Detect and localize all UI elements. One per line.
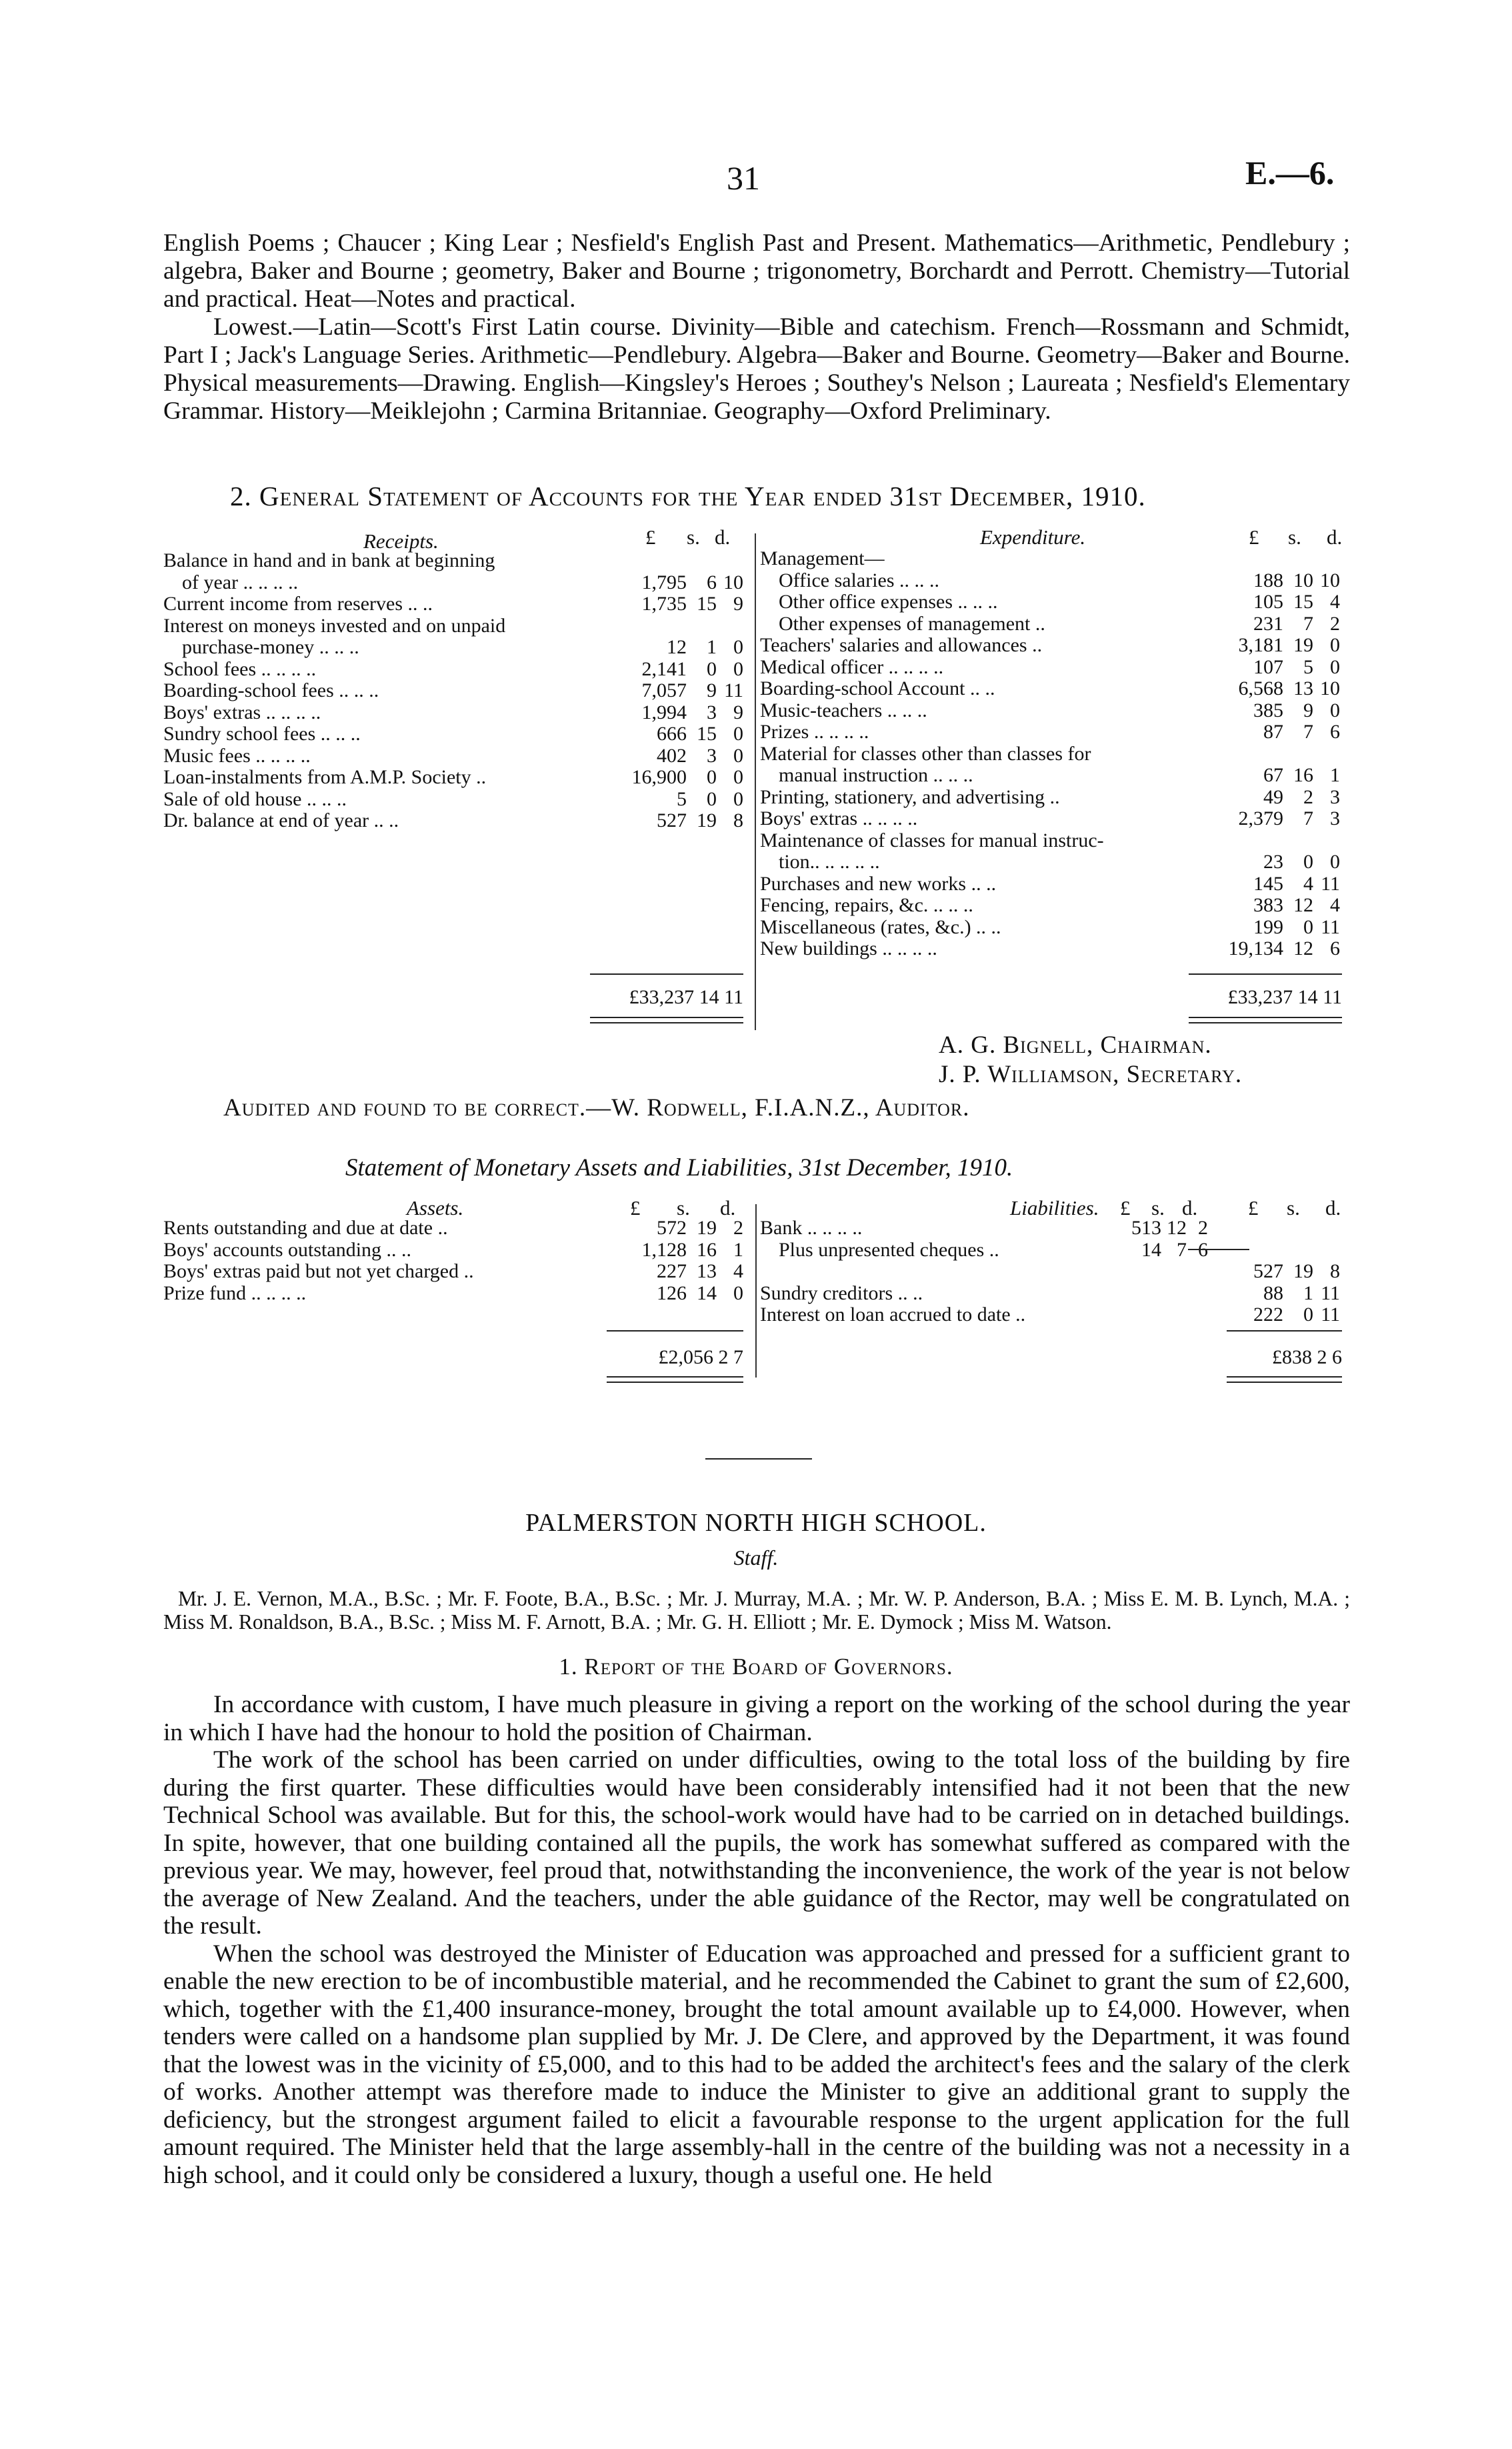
receipt-pounds: 402 [657,744,687,767]
expenditure-pounds: 188 [1253,569,1283,591]
receipt-row [163,550,743,572]
signatures [939,1031,1242,1089]
receipt-label: Boarding-school fees .. .. .. [163,679,379,701]
receipt-pounds: 1,735 [641,593,687,615]
expenditure-pounds: 3,181 [1238,634,1283,656]
liability-sub-shillings: 7 [1177,1238,1187,1261]
receipt-label: Sundry school fees .. .. .. [163,723,361,745]
expenditure-col-shillings: s. [1288,525,1301,549]
liabilities-total-double-rule-1 [1227,1376,1342,1378]
asset-row [163,1283,743,1305]
expenditure-row [760,873,1340,895]
assets-total-double-rule-1 [607,1376,743,1378]
receipt-pence: 0 [733,766,743,788]
expenditure-total-rule [1189,973,1342,975]
expenditure-pence: 11 [1321,915,1340,938]
assets-total: £2,056 2 7 [658,1346,743,1368]
receipts-header: Receipts. [363,529,439,553]
liability-row [760,1304,1340,1326]
assets-total-rule [607,1330,743,1332]
receipt-row [163,659,743,681]
receipt-pence: 10 [723,571,743,593]
receipt-shillings: 3 [707,701,717,723]
liability-label: Bank .. .. .. .. [760,1217,863,1239]
statement-title: Statement of Monetary Assets and Liabilities, 31st December, 1910. [345,1154,1013,1181]
expenditure-label: Management— [760,547,885,569]
expenditure-pounds: 67 [1263,764,1283,786]
receipts-total-double-rule-2 [590,1022,743,1023]
receipt-row [163,767,743,789]
assets-total-double-rule-2 [607,1382,743,1383]
receipts-total: £33,237 14 11 [629,986,743,1008]
receipts-total-rule [590,973,743,975]
liabilities-table [760,1217,1340,1326]
report-text [163,1691,1350,2189]
receipt-pounds: 1,795 [641,571,687,593]
receipt-row [163,593,743,615]
expenditure-pence: 0 [1330,699,1340,721]
expenditure-pence: 3 [1330,785,1340,808]
expenditure-pounds: 199 [1253,915,1283,938]
expenditure-label: Miscellaneous (rates, &c.) .. .. [760,915,1001,938]
asset-pounds: 1,128 [641,1238,687,1261]
receipt-label: Balance in hand and in bank at beginning [163,549,495,571]
asset-pence: 1 [733,1238,743,1261]
receipt-pounds: 2,141 [641,657,687,680]
liabilities-col-pounds-1: £ [1120,1196,1131,1219]
liability-shillings: 1 [1303,1282,1313,1304]
expenditure-pence: 4 [1330,591,1340,613]
staff-heading: Staff. [733,1546,779,1570]
expenditure-row [760,613,1340,635]
expenditure-shillings: 12 [1293,937,1313,959]
expenditure-total-double-rule-2 [1189,1022,1342,1023]
expenditure-shillings: 12 [1293,894,1313,916]
auditor-note: Audited and found to be correct.—W. Rodwell, F.I.A.N.Z., Auditor. [223,1094,970,1121]
intro-text [163,229,1350,425]
expenditure-shillings: 7 [1303,612,1313,635]
expenditure-pence: 4 [1330,894,1340,916]
receipt-shillings: 1 [707,636,717,658]
receipt-pounds: 1,994 [641,701,687,723]
receipt-pence: 9 [733,593,743,615]
expenditure-row [760,808,1340,830]
expenditure-shillings: 15 [1293,591,1313,613]
receipt-pence: 0 [733,787,743,810]
receipt-pounds: 5 [677,787,687,810]
liabilities-total-double-rule-2 [1227,1382,1342,1383]
asset-label: Boys' accounts outstanding .. .. [163,1238,412,1261]
expenditure-label: Other office expenses .. .. .. [779,591,998,613]
liability-sub-pounds: 513 [1131,1217,1161,1239]
expenditure-pounds: 87 [1263,721,1283,743]
liabilities-col-pence-2: d. [1325,1196,1341,1219]
expenditure-row [760,570,1340,592]
expenditure-label: Material for classes other than classes for [760,742,1091,765]
receipt-shillings: 3 [707,744,717,767]
expenditure-label: Teachers' salaries and allowances .. [760,634,1043,656]
receipt-shillings: 0 [707,787,717,810]
expenditure-pence: 10 [1320,677,1340,699]
expenditure-label: Boarding-school Account .. .. [760,677,995,699]
receipt-pounds: 7,057 [641,679,687,701]
expenditure-row [760,548,1340,570]
expenditure-table [760,548,1340,960]
liabilities-col-pence-1: d. [1182,1196,1198,1219]
signature-secretary: J. P. Williamson, Secretary. [939,1061,1243,1088]
expenditure-pounds: 19,134 [1228,937,1283,959]
expenditure-row [760,830,1340,852]
expenditure-row [760,700,1340,722]
expenditure-row [760,938,1340,960]
report-paragraph-2: The work of the school has been carried on under difficulties, owing to the total loss of the building by fire during the first quarter. These difficulties would have been considerably intensified had it not been that the new Technical School was available. But for this, the school-work would have had to be carried on in detached buildings. In spite, however, that one building contained all the pupils, the work has somewhat suffered as compared with the previous year. We may, however, feel proud that, notwithstanding the inconvenience, the work of the year is not below the average of New Zealand. And the teachers, under the able guidance of the Rector, may well be congratulated on the result. [163,1746,1350,1940]
receipt-pounds: 16,900 [631,766,687,788]
expenditure-row [760,635,1340,657]
expenditure-label: Printing, stationery, and advertising .. [760,785,1060,808]
expenditure-label: Fencing, repairs, &c. .. .. .. [760,894,973,916]
accounts-divider [755,533,756,1030]
receipt-row [163,789,743,811]
asset-shillings: 14 [697,1282,717,1304]
expenditure-label: Music-teachers .. .. .. [760,699,927,721]
receipt-shillings: 6 [707,571,717,593]
receipts-col-pence: d. [715,525,731,549]
receipts-col-pounds: £ [645,525,656,549]
receipt-shillings: 15 [697,593,717,615]
liability-pounds: 222 [1253,1304,1283,1326]
receipt-pounds: 527 [657,809,687,831]
receipt-label: Current income from reserves .. .. [163,593,433,615]
receipt-label: Dr. balance at end of year .. .. [163,809,399,831]
expenditure-pounds: 49 [1263,785,1283,808]
expenditure-label: tion.. .. .. .. .. [779,851,880,873]
receipt-shillings: 0 [707,766,717,788]
expenditure-pence: 0 [1330,634,1340,656]
receipt-pence: 0 [733,744,743,767]
expenditure-pounds: 2,379 [1238,807,1283,829]
receipt-label: of year .. .. .. .. [182,571,299,593]
expenditure-label: Other expenses of management .. [779,612,1045,635]
expenditure-row [760,678,1340,700]
receipt-row [163,572,743,594]
expenditure-pence: 3 [1330,807,1340,829]
liability-label: Sundry creditors .. .. [760,1282,923,1304]
expenditure-shillings: 0 [1303,851,1313,873]
receipt-label: Boys' extras .. .. .. .. [163,701,321,723]
receipt-pence: 11 [724,679,743,701]
liabilities-col-shillings-2: s. [1287,1196,1300,1219]
liability-label: Interest on loan accrued to date .. [760,1304,1026,1326]
asset-label: Rents outstanding and due at date .. [163,1217,448,1239]
receipt-label: Sale of old house .. .. .. [163,787,347,810]
expenditure-pounds: 107 [1253,655,1283,678]
expenditure-shillings: 2 [1303,785,1313,808]
liability-row [760,1283,1340,1305]
expenditure-shillings: 10 [1293,569,1313,591]
assets-header: Assets. [407,1196,464,1219]
expenditure-row [760,657,1340,679]
statement-divider [755,1204,757,1378]
receipt-row [163,723,743,745]
receipt-shillings: 9 [707,679,717,701]
expenditure-pence: 11 [1321,872,1340,895]
asset-label: Boys' extras paid but not yet charged .. [163,1260,474,1282]
expenditure-pounds: 385 [1253,699,1283,721]
asset-shillings: 19 [697,1217,717,1239]
receipt-shillings: 15 [697,723,717,745]
expenditure-row [760,895,1340,917]
asset-label: Prize fund .. .. .. .. [163,1282,307,1304]
receipt-pence: 0 [733,657,743,680]
expenditure-pence: 1 [1330,764,1340,786]
receipts-table [163,550,743,832]
expenditure-shillings: 9 [1303,699,1313,721]
liability-pence: 8 [1330,1260,1340,1282]
expenditure-label: Boys' extras .. .. .. .. [760,807,918,829]
expenditure-shillings: 5 [1303,655,1313,678]
receipt-pounds: 666 [657,723,687,745]
liability-sub-pence: 2 [1198,1217,1208,1239]
expenditure-pence: 0 [1330,851,1340,873]
liability-row [760,1240,1340,1262]
expenditure-label: New buildings .. .. .. .. [760,937,937,959]
expenditure-shillings: 4 [1303,872,1313,895]
liability-pence: 11 [1321,1304,1340,1326]
school-title: PALMERSTON NORTH HIGH SCHOOL. [525,1509,987,1537]
receipts-col-shillings: s. [687,525,700,549]
report-paragraph-1: In accordance with custom, I have much pleasure in giving a report on the working of the school during the year in which I have had the honour to hold the position of Chairman. [163,1691,1350,1746]
liability-sub-shillings: 12 [1167,1217,1187,1239]
expenditure-col-pounds: £ [1249,525,1259,549]
staff-list: Mr. J. E. Vernon, M.A., B.Sc. ; Mr. F. Foote, B.A., B.Sc. ; Mr. J. Murray, M.A. ; Mr. W. P. Anderson, B.A. ; Miss E. M. B. Lynch, M.A. ; Miss M. Ronaldson, B.A., B.Sc. ; Miss M. F. Arnott, B.A. ; Mr. G. H. Elliott ; Mr. E. Dymock ; Miss M. Watson. [163,1587,1350,1634]
expenditure-label: Office salaries .. .. .. [779,569,940,591]
receipts-total-double-rule-1 [590,1017,743,1018]
expenditure-pounds: 23 [1263,851,1283,873]
asset-pence: 0 [733,1282,743,1304]
expenditure-row [760,765,1340,787]
receipt-shillings: 0 [707,657,717,680]
receipt-row [163,680,743,702]
expenditure-shillings: 7 [1303,807,1313,829]
expenditure-pounds: 6,568 [1238,677,1283,699]
asset-row [163,1261,743,1283]
receipt-row [163,745,743,767]
receipt-row [163,810,743,832]
expenditure-pounds: 105 [1253,591,1283,613]
liability-row [760,1261,1340,1283]
liability-pounds: 88 [1263,1282,1283,1304]
expenditure-header: Expenditure. [980,525,1086,549]
asset-pounds: 572 [657,1217,687,1239]
page-number: 31 [727,159,760,197]
accounts-title: 2. General Statement of Accounts for the Year ended 31st December, 1910. [230,481,1146,511]
page-reference: E.—6. [1245,154,1335,191]
liability-shillings: 0 [1303,1304,1313,1326]
expenditure-pence: 10 [1320,569,1340,591]
expenditure-shillings: 13 [1293,677,1313,699]
expenditure-label: Purchases and new works .. .. [760,872,997,895]
expenditure-label: Prizes .. .. .. .. [760,721,869,743]
receipt-pence: 0 [733,723,743,745]
liability-sub-pounds: 14 [1141,1238,1161,1261]
asset-row [163,1217,743,1240]
liability-pounds: 527 [1253,1260,1283,1282]
receipt-row [163,702,743,724]
receipt-label: School fees .. .. .. .. [163,657,317,680]
expenditure-label: Medical officer .. .. .. .. [760,655,944,678]
receipt-label: Music fees .. .. .. .. [163,744,311,767]
expenditure-row [760,721,1340,743]
expenditure-shillings: 0 [1303,915,1313,938]
expenditure-pence: 2 [1330,612,1340,635]
expenditure-pence: 6 [1330,937,1340,959]
asset-pence: 4 [733,1260,743,1282]
expenditure-row [760,917,1340,939]
section-separator [705,1458,812,1460]
liabilities-col-pounds-2: £ [1248,1196,1259,1219]
report-paragraph-3: When the school was destroyed the Minister of Education was approached and pressed for a sufficient grant to enable the new erection to be of incombustible material, and he recommended the Cabinet to grant the sum of £2,600, which, together with the £1,400 insurance-money, brought the total amount available up to £4,000. However, when tenders were called on a handsome plan supplied by Mr. J. De Clere, and approved by the Department, it was found that the lowest was in the vicinity of £5,000, and to this had to be added the architect's fees and the salary of the clerk of works. Another attempt was therefore made to induce the Minister to give an additional grant to supply the deficiency, but the strongest argument failed to elicit a favourable response to the urgent application for the full amount required. The Minister held that the large assembly-hall in the centre of the building was not a necessity in a high school, and it could only be considered a luxury, though a useful one. He held [163,1940,1350,2189]
liability-shillings: 19 [1293,1260,1313,1282]
liability-row [760,1217,1340,1240]
signature-chairman: A. G. Bignell, Chairman. [939,1031,1212,1059]
receipt-row [163,637,743,659]
receipt-pounds: 12 [667,636,687,658]
assets-col-shillings: s. [677,1196,690,1219]
liabilities-total-rule [1227,1330,1342,1332]
receipt-label: Interest on moneys invested and on unpaid [163,614,506,637]
expenditure-row [760,851,1340,873]
receipt-pence: 8 [733,809,743,831]
asset-shillings: 16 [697,1238,717,1261]
receipt-pence: 0 [733,636,743,658]
assets-col-pence: d. [720,1196,736,1219]
intro-paragraph-2: Lowest.—Latin—Scott's First Latin course. Divinity—Bible and catechism. French—Rossmann and Schmidt, Part I ; Jack's Language Series. Arithmetic—Pendlebury. Algebra—Baker and Bourne. Geometry—Baker and Bourne. Physical measurements—Drawing. English—Kingsley's Heroes ; Southey's Nelson ; Laureata ; Nesfield's Elementary Grammar. History—Meiklejohn ; Carmina Britanniae. Geography—Oxford Preliminary. [163,313,1350,425]
expenditure-row [760,743,1340,765]
assets-table [163,1217,743,1304]
intro-paragraph-1: English Poems ; Chaucer ; King Lear ; Nesfield's English Past and Present. Mathematics—Arithmetic, Pendlebury ; algebra, Baker and Bourne ; geometry, Baker and Bourne ; trigonometry, Borchardt and Perrott. Chemistry—Tutorial and practical. Heat—Notes and practical. [163,229,1350,313]
assets-col-pounds: £ [630,1196,641,1219]
expenditure-col-pence: d. [1327,525,1343,549]
expenditure-shillings: 19 [1293,634,1313,656]
expenditure-total-double-rule-1 [1189,1017,1342,1018]
receipt-row [163,615,743,637]
liability-label: Plus unpresented cheques .. [779,1238,999,1261]
expenditure-total: £33,237 14 11 [1227,986,1342,1008]
asset-pounds: 227 [657,1260,687,1282]
expenditure-pounds: 231 [1253,612,1283,635]
expenditure-row [760,787,1340,809]
expenditure-pounds: 145 [1253,872,1283,895]
asset-pence: 2 [733,1217,743,1239]
receipt-label: purchase-money .. .. .. [182,636,359,658]
liability-pence: 11 [1321,1282,1340,1304]
expenditure-label: manual instruction .. .. .. [779,764,973,786]
expenditure-shillings: 16 [1293,764,1313,786]
receipt-pence: 9 [733,701,743,723]
expenditure-pence: 0 [1330,655,1340,678]
asset-shillings: 13 [697,1260,717,1282]
expenditure-row [760,591,1340,613]
expenditure-shillings: 7 [1303,721,1313,743]
receipt-label: Loan-instalments from A.M.P. Society .. [163,766,487,788]
expenditure-pounds: 383 [1253,894,1283,916]
asset-pounds: 126 [657,1282,687,1304]
expenditure-label: Maintenance of classes for manual instruc- [760,829,1104,851]
receipt-shillings: 19 [697,809,717,831]
liabilities-col-shillings-1: s. [1151,1196,1165,1219]
asset-row [163,1240,743,1262]
liabilities-total: £838 2 6 [1272,1346,1342,1368]
liabilities-subtotal-rule [1188,1249,1249,1250]
expenditure-pence: 6 [1330,721,1340,743]
report-heading: 1. Report of the Board of Governors. [559,1654,953,1680]
liabilities-header: Liabilities. [1010,1196,1099,1219]
